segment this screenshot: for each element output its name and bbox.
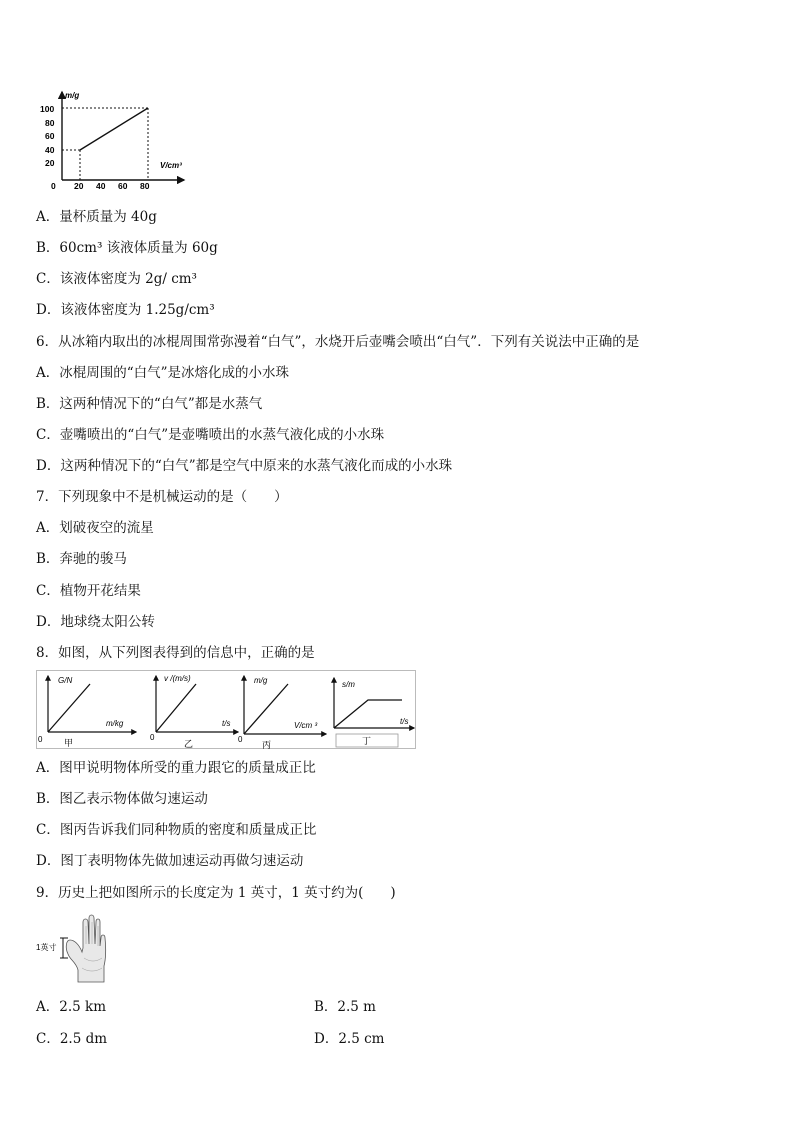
q6-option-c[interactable]: C．壶嘴喷出的“白气”是壶嘴喷出的水蒸气液化成的小水珠 (36, 427, 385, 443)
graph-yi-line (156, 684, 196, 732)
q7-option-d[interactable]: D．地球绕太阳公转 (36, 614, 155, 630)
graph-bing-line (244, 684, 288, 734)
q6-option-b[interactable]: B．这两种情况下的“白气”都是水蒸气 (36, 396, 263, 412)
y-tick-40: 40 (45, 145, 55, 155)
x-tick-0: 0 (51, 181, 56, 191)
q6-stem: 6．从冰箱内取出的冰棍周围常弥漫着“白气”，水烧开后壶嘴会喷出“白气”．下列有关说法中正确的是 (36, 334, 640, 350)
graph-ding (334, 678, 414, 747)
graph-bing-y-label: m/g (254, 676, 268, 685)
q7-stem: 7．下列现象中不是机械运动的是（ ） (36, 489, 288, 505)
graph-bing-caption: 丙 (262, 740, 272, 750)
q9-option-a[interactable]: A．2.5 km (36, 999, 106, 1015)
q9-inch-hand-figure (36, 914, 116, 984)
q5-option-a[interactable]: A．量杯质量为 40g (36, 209, 157, 225)
q9-stem: 9．历史上把如图所示的长度定为 1 英寸，1 英寸约为( ) (36, 885, 396, 901)
x-tick-60: 60 (118, 181, 128, 191)
q8-option-b[interactable]: B．图乙表示物体做匀速运动 (36, 791, 208, 807)
q8-option-a[interactable]: A．图甲说明物体所受的重力跟它的质量成正比 (36, 760, 316, 776)
graph-jia-line (48, 684, 90, 732)
x-tick-40: 40 (96, 181, 106, 191)
y-tick-100: 100 (40, 104, 55, 114)
q8-graphs-frame (37, 671, 416, 749)
q9-option-b[interactable]: B．2.5 m (314, 999, 376, 1015)
graph-bing-x-label: V/cm ³ (294, 721, 318, 730)
q8-graphs (36, 670, 416, 750)
q9-option-d[interactable]: D．2.5 cm (314, 1031, 385, 1047)
x-tick-20: 20 (74, 181, 84, 191)
y-tick-60: 60 (45, 131, 55, 141)
graph-ding-x-label: t/s (400, 717, 409, 726)
q8-option-d[interactable]: D．图丁表明物体先做加速运动再做匀速运动 (36, 853, 304, 869)
q6-option-d[interactable]: D．这两种情况下的“白气”都是空气中原来的水蒸气液化而成的小水珠 (36, 458, 453, 474)
graph-bing-origin: 0 (238, 735, 243, 744)
graph-jia (38, 676, 136, 748)
y-tick-20: 20 (45, 158, 55, 168)
q5-option-b[interactable]: B．60cm³ 该液体质量为 60g (36, 240, 218, 256)
q6-option-a[interactable]: A．冰棍周围的“白气”是冰熔化成的小水珠 (36, 365, 290, 381)
graph-ding-y-label: s/m (342, 680, 355, 689)
graph-ding-caption: 丁 (362, 736, 372, 746)
q9-option-c[interactable]: C．2.5 dm (36, 1031, 108, 1047)
data-line (80, 108, 148, 150)
graph-yi-origin: 0 (150, 733, 155, 742)
x-tick-80: 80 (140, 181, 150, 191)
graph-jia-y-label: G/N (58, 676, 73, 685)
graph-bing (238, 676, 326, 750)
graph-yi-x-label: t/s (222, 719, 231, 728)
graph-jia-caption: 甲 (64, 738, 74, 748)
graph-yi-y-label: v /(m/s) (164, 674, 191, 683)
q8-stem: 8．如图，从下列图表得到的信息中，正确的是 (36, 645, 315, 661)
q7-option-a[interactable]: A．划破夜空的流星 (36, 520, 154, 536)
q5-mass-volume-graph (36, 88, 196, 192)
inch-label: 1英寸 (36, 943, 57, 952)
q7-option-c[interactable]: C．植物开花结果 (36, 583, 141, 599)
q5-option-c[interactable]: C．该液体密度为 2g/ cm³ (36, 271, 197, 287)
y-tick-80: 80 (45, 118, 55, 128)
graph-jia-x-label: m/kg (106, 719, 124, 728)
q7-option-b[interactable]: B．奔驰的骏马 (36, 551, 127, 567)
y-axis-label: m/g (65, 91, 80, 100)
hand-icon (66, 915, 105, 982)
q5-option-d[interactable]: D．该液体密度为 1.25g/cm³ (36, 302, 215, 318)
graph-jia-origin: 0 (38, 735, 43, 744)
graph-yi (150, 674, 238, 749)
q8-option-c[interactable]: C．图丙告诉我们同种物质的密度和质量成正比 (36, 822, 317, 838)
graph-ding-line (334, 700, 402, 728)
x-axis-label: V/cm³ (160, 161, 182, 170)
graph-yi-caption: 乙 (184, 739, 194, 749)
